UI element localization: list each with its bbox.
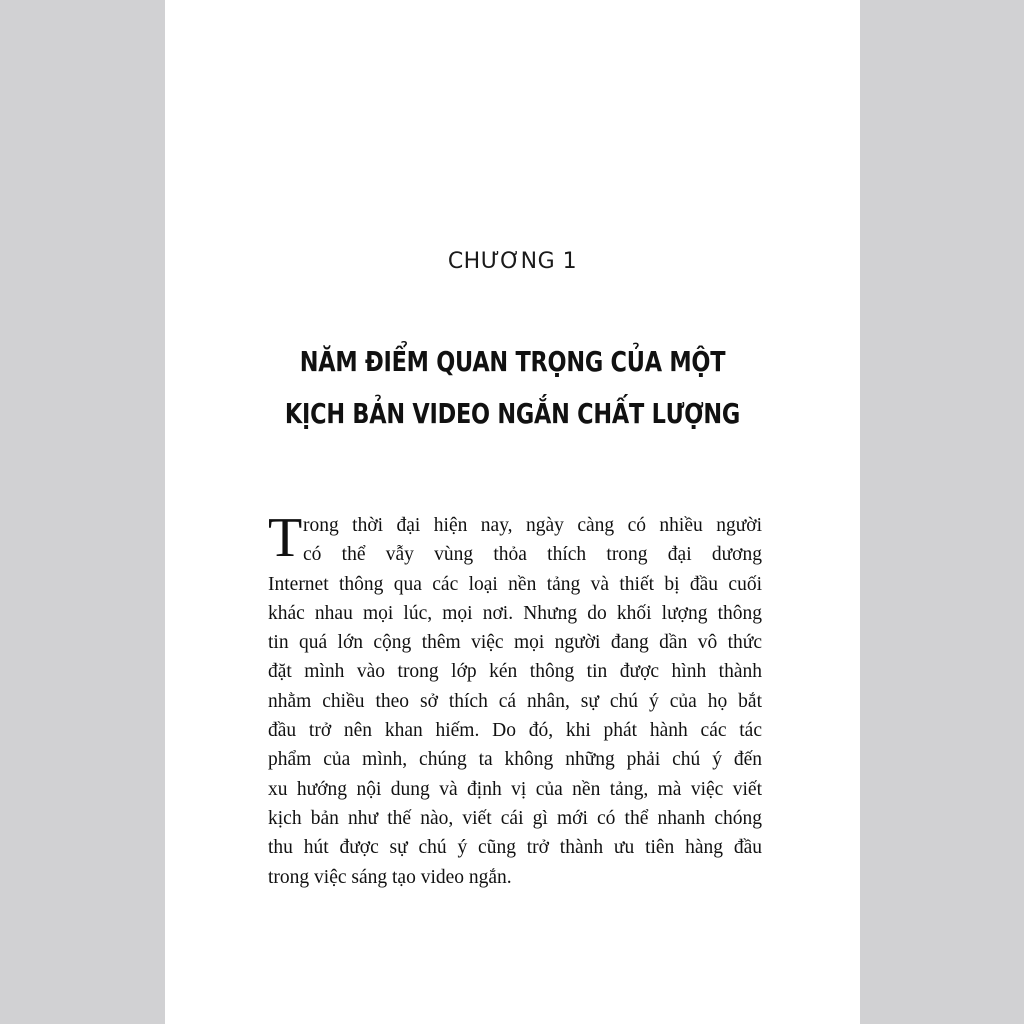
paragraph-line: khác nhau mọi lúc, mọi nơi. Nhưng do khối lượng thông bbox=[268, 602, 762, 624]
paragraph-line: xu hướng nội dung và định vị của nền tảng, mà việc viết bbox=[268, 778, 762, 800]
paragraph-line: Internet thông qua các loại nền tảng và thiết bị đầu cuối bbox=[268, 573, 762, 595]
paragraph-line: phẩm của mình, chúng ta không những phải chú ý đến bbox=[268, 749, 762, 771]
paragraph-line: tin quá lớn cộng thêm việc mọi người đang dần vô thức bbox=[268, 632, 762, 654]
chapter-title-line-1: NĂM ĐIỂM QUAN TRỌNG CỦA MỘT bbox=[299, 345, 726, 378]
drop-cap: T bbox=[268, 507, 303, 569]
paragraph-line: có thể vẫy vùng thỏa thích trong đại dương bbox=[303, 544, 762, 566]
paragraph-line: đầu trở nên khan hiếm. Do đó, khi phát hành các tác bbox=[268, 720, 762, 742]
paragraph-line: đặt mình vào trong lớp kén thông tin được hình thành bbox=[268, 661, 762, 683]
paragraph-line: nhằm chiều theo sở thích cá nhân, sự chú ý của họ bắt bbox=[268, 690, 762, 712]
chapter-title bbox=[235, 336, 791, 440]
chapter-label: CHƯƠNG 1 bbox=[447, 249, 578, 274]
paragraph-line: kịch bản như thế nào, viết cái gì mới có thể nhanh chóng bbox=[268, 807, 762, 829]
paragraph-line: thu hút được sự chú ý cũng trở thành ưu tiên hàng đầu bbox=[268, 837, 762, 859]
paragraph-line: rong thời đại hiện nay, ngày càng có nhiều người bbox=[303, 515, 762, 536]
book-page bbox=[165, 0, 860, 1024]
paragraph-line: trong việc sáng tạo video ngắn. bbox=[268, 866, 512, 888]
chapter-title-line-2: KỊCH BẢN VIDEO NGẮN CHẤT LƯỢNG bbox=[284, 397, 741, 430]
body-paragraph bbox=[268, 507, 762, 892]
